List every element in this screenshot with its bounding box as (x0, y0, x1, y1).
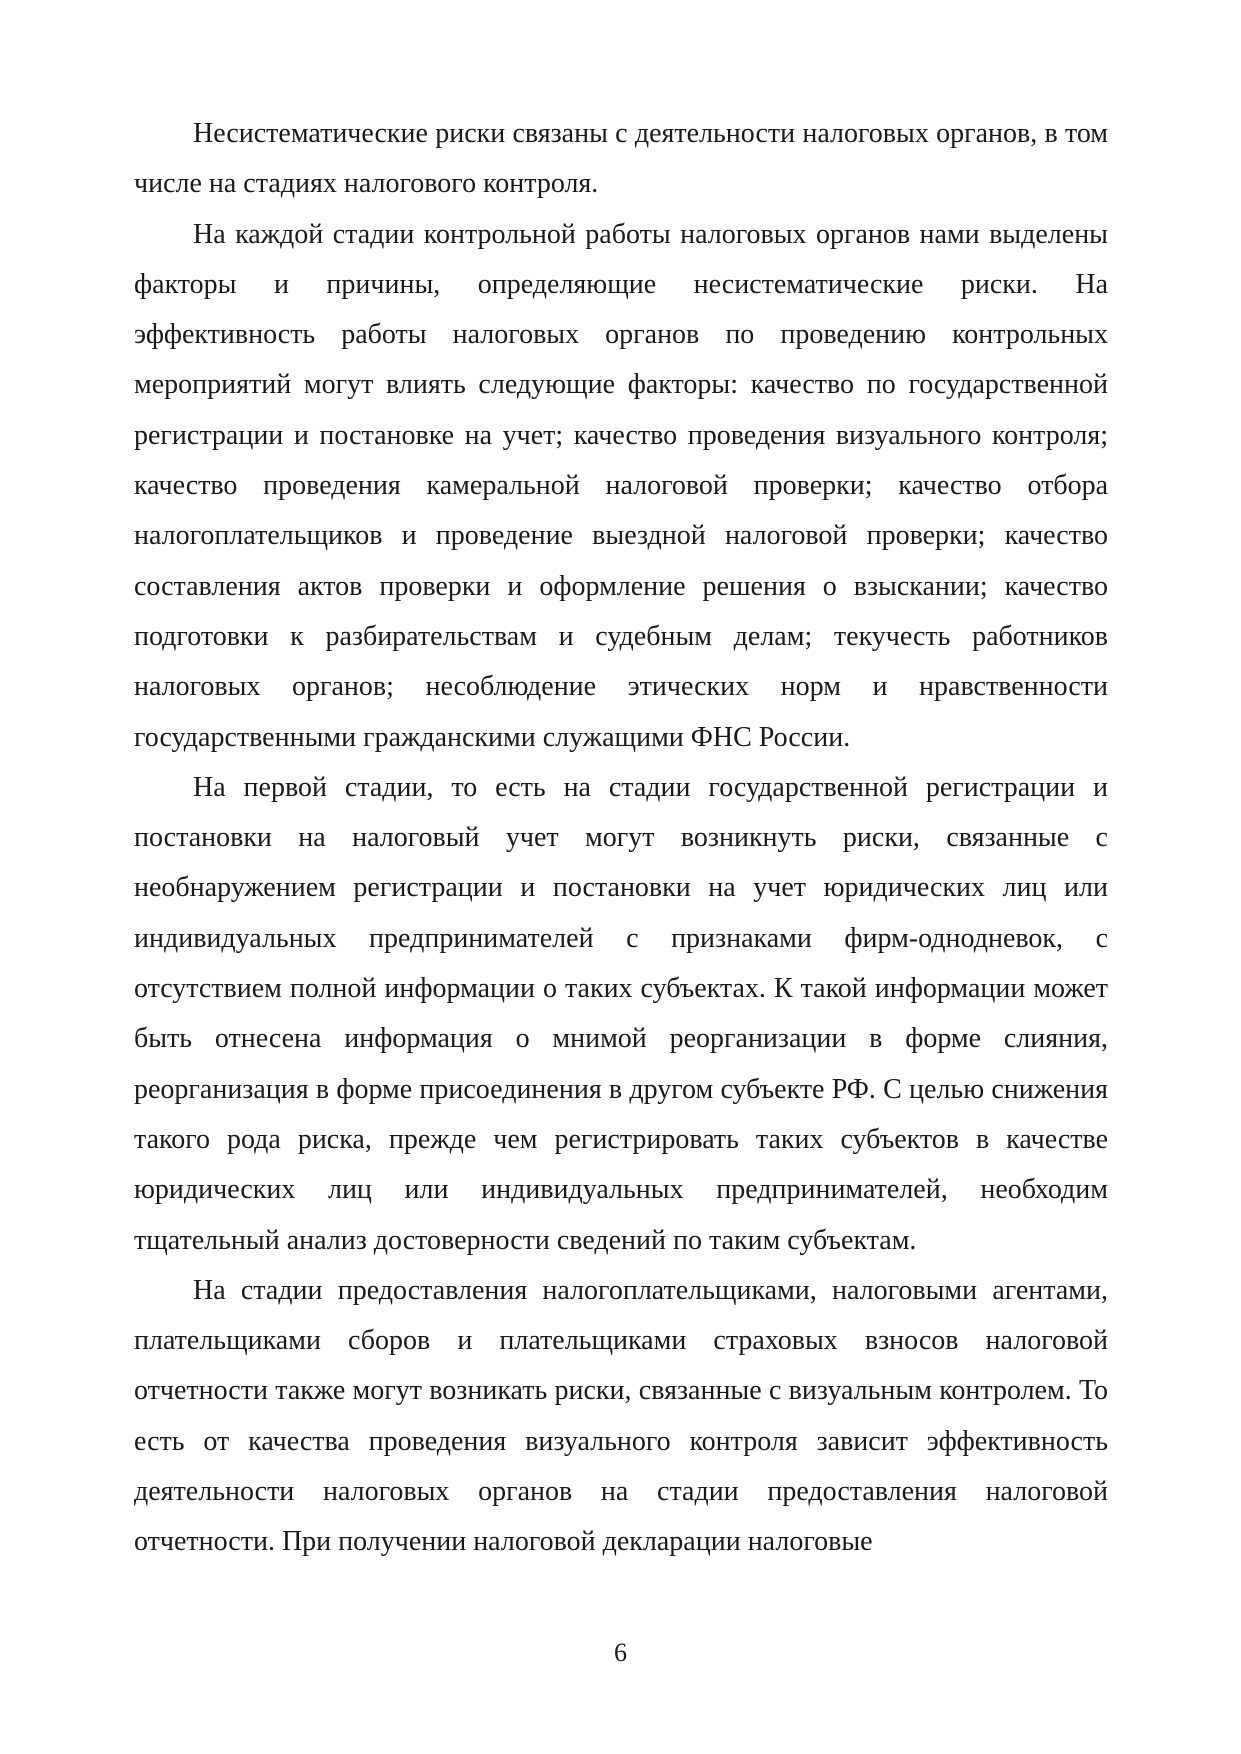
paragraph-4: На стадии предоставления налогоплательщиками, налоговыми агентами, плательщиками сборов и плательщиками страховых взносов налоговой отчетности также могут возникать риски, связанные с визуальным контролем. То есть от качества проведения визуального контроля зависит эффективность деятельности налоговых органов на стадии предоставления налоговой отчетности. При получении налоговой декларации налоговые (134, 1274, 1108, 1558)
body-text (134, 109, 1108, 1568)
paragraph-3: На первой стадии, то есть на стадии государственной регистрации и постановки на налоговый учет могут возникнуть риски, связанные с необнаружением регистрации и постановки на учет юридических лиц или индивидуальных предпринимателей с признаками фирм-однодневок, с отсутствием полной информации о таких субъектах. К такой информации может быть отнесена информация о мнимой реорганизации в форме слияния, реорганизация в форме присоединения в другом субъекте РФ. С целью снижения такого рода риска, прежде чем регистрировать таких субъектов в качестве юридических лиц или индивидуальных предпринимателей, необходим тщательный анализ достоверности сведений по таким субъектам. (134, 771, 1108, 1256)
page-number: 6 (614, 1638, 627, 1667)
paragraph-1: Несистематические риски связаны с деятельности налоговых органов, в том числе на стадиях налогового контроля. (134, 118, 1108, 200)
paragraph-2: На каждой стадии контрольной работы налоговых органов нами выделены факторы и причины, определяющие несистематические риски. На эффективность работы налоговых органов по проведению контрольных мероприятий могут влиять следующие факторы: качество по государственной регистрации и постановке на учет; качество проведения визуального контроля; качество проведения камеральной налоговой проверки; качество отбора налогоплательщиков и проведение выездной налоговой проверки; качество составления актов проверки и оформление решения о взыскании; качество подготовки к разбирательствам и судебным делам; текучесть работников налоговых органов; несоблюдение этических норм и нравственности государственными гражданскими служащими ФНС России. (134, 218, 1108, 753)
